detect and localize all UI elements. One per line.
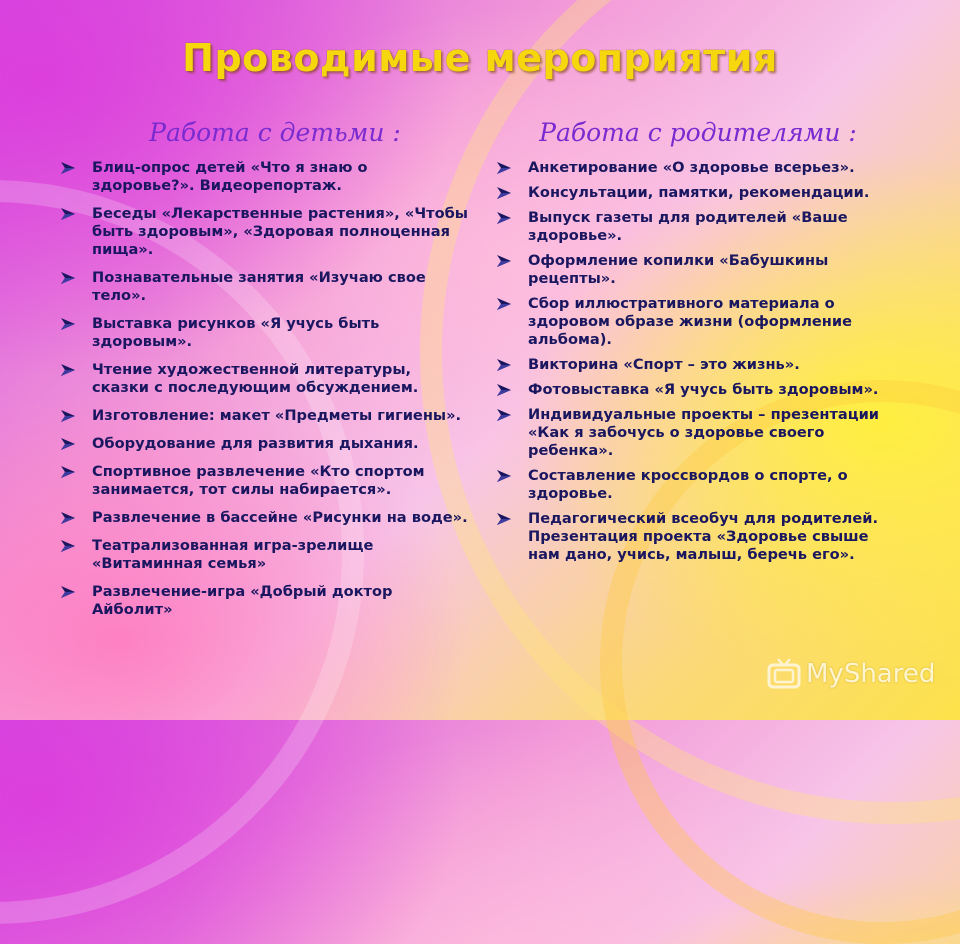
list-item — [60, 407, 470, 425]
arrow-bullet-icon — [60, 271, 76, 285]
list-item-text: Развлечение-игра «Добрый доктор Айболит» — [92, 583, 393, 618]
list-item — [496, 510, 900, 564]
list-item — [496, 356, 900, 374]
arrow-bullet-icon — [496, 408, 512, 422]
list-item-text: Оформление копилки «Бабушкины рецепты». — [528, 252, 829, 287]
list-item-text: Изготовление: макет «Предметы гигиены». — [92, 407, 462, 424]
arrow-bullet-icon — [60, 207, 76, 221]
list-item-text: Спортивное развлечение «Кто спортом занимается, тот силы набирается». — [92, 463, 425, 498]
list-item — [60, 361, 470, 397]
list-item-text: Чтение художественной литературы, сказки с последующим обсуждением. — [92, 361, 419, 396]
arrow-bullet-icon — [496, 211, 512, 225]
list-item — [496, 467, 900, 503]
list-item — [60, 315, 470, 351]
arrow-bullet-icon — [60, 511, 76, 525]
arrow-bullet-icon — [496, 186, 512, 200]
list-item-text: Познавательные занятия «Изучаю свое тело». — [92, 269, 426, 304]
list-item — [60, 509, 470, 527]
list-item-text: Беседы «Лекарственные растения», «Чтобы быть здоровым», «Здоровая полноценная пища». — [92, 205, 468, 258]
list-item-text: Блиц-опрос детей «Что я знаю о здоровье?». Видеорепортаж. — [92, 159, 368, 194]
list-item — [496, 159, 900, 177]
watermark-text: MyShared — [806, 659, 936, 689]
list-item — [60, 205, 470, 259]
parents-work-heading: Работа с родителями : — [539, 118, 857, 147]
slide-title: Проводимые мероприятия — [182, 36, 778, 80]
list-item — [496, 184, 900, 202]
arrow-bullet-icon — [496, 161, 512, 175]
arrow-bullet-icon — [60, 161, 76, 175]
list-item-text: Викторина «Спорт – это жизнь». — [528, 356, 800, 373]
arrow-bullet-icon — [496, 254, 512, 268]
watermark-logo — [766, 656, 935, 692]
list-item — [496, 381, 900, 399]
list-item — [496, 252, 900, 288]
arrow-bullet-icon — [496, 297, 512, 311]
arrow-bullet-icon — [60, 317, 76, 331]
arrow-bullet-icon — [496, 358, 512, 372]
list-item-text: Выпуск газеты для родителей «Ваше здоровье». — [528, 209, 848, 244]
list-item — [496, 406, 900, 460]
list-item — [60, 159, 470, 195]
list-item — [60, 537, 470, 573]
arrow-bullet-icon — [60, 437, 76, 451]
list-item — [496, 295, 900, 349]
list-item-text: Педагогический всеобуч для родителей. Презентация проекта «Здоровье свыше нам дано, учись, малыш, беречь его». — [528, 510, 878, 563]
arrow-bullet-icon — [60, 465, 76, 479]
list-item — [496, 209, 900, 245]
children-work-heading: Работа с детьми : — [149, 118, 401, 147]
arrow-bullet-icon — [60, 409, 76, 423]
list-item-text: Театрализованная игра-зрелище «Витаминная семья» — [92, 537, 374, 572]
arrow-bullet-icon — [496, 383, 512, 397]
list-item-text: Индивидуальные проекты – презентации «Как я забочусь о здоровье своего ребенка». — [528, 406, 880, 459]
parents-work-column — [496, 118, 900, 571]
list-item-text: Фотовыставка «Я учусь быть здоровым». — [528, 381, 879, 398]
arrow-bullet-icon — [496, 512, 512, 526]
arrow-bullet-icon — [60, 539, 76, 553]
list-item — [60, 435, 470, 453]
list-item-text: Оборудование для развития дыхания. — [92, 435, 419, 452]
parents-activity-list — [496, 159, 900, 564]
list-item-text: Анкетирование «О здоровье всерьез». — [528, 159, 855, 176]
children-work-column — [60, 118, 470, 629]
list-item-text: Консультации, памятки, рекомендации. — [528, 184, 870, 201]
list-item — [60, 583, 470, 619]
arrow-bullet-icon — [60, 585, 76, 599]
list-item-text: Составление кроссвордов о спорте, о здоровье. — [528, 467, 848, 502]
list-item — [60, 463, 470, 499]
children-activity-list — [60, 159, 470, 619]
list-item-text: Сбор иллюстративного материала о здоровом образе жизни (оформление альбома). — [528, 295, 852, 348]
list-item-text: Развлечение в бассейне «Рисунки на воде». — [92, 509, 468, 526]
arrow-bullet-icon — [60, 363, 76, 377]
list-item — [60, 269, 470, 305]
arrow-bullet-icon — [496, 469, 512, 483]
list-item-text: Выставка рисунков «Я учусь быть здоровым». — [92, 315, 380, 350]
tv-icon — [766, 656, 802, 692]
